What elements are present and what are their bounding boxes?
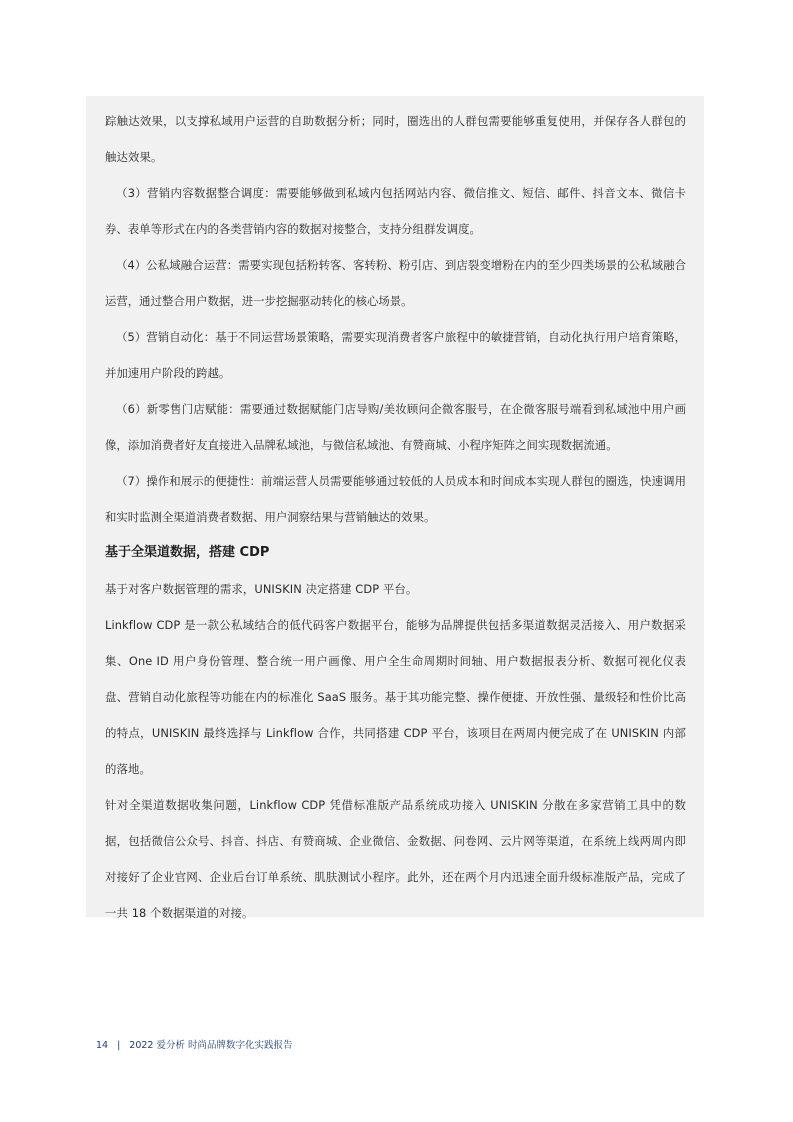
footer-separator: | [117, 1040, 121, 1051]
body-paragraph: Linkflow CDP 是一款公私域结合的低代码客户数据平台，能够为品牌提供包括多渠道数据灵活接入、用户数据采集、One ID 用户身份管理、整合统一用户画像、用户全生命周期时间轴、用户数据报表分析、数据可视化仪表盘、营销自动化旅程等功能在内的标准化 SaaS 服务。基于其功能完整、操作便捷、开放性强、量级轻和性价比高的特点，UNISKIN 最终选择与 Linkflow 合作，共同搭建 CDP 平台，该项目在两周内便完成了在 UNISKIN 内部的落地。 [105, 618, 686, 776]
list-item: （4）公私域融合运营：需要实现包括粉转客、客转粉、粉引店、到店裂变增粉在内的至少四类场景的公私域融合运营，通过整合用户数据，进一步挖掘驱动转化的核心场景。 [105, 258, 686, 308]
list-item: （3）营销内容数据整合调度：需要能够做到私域内包括网站内容、微信推文、短信、邮件、抖音文本、微信卡券、表单等形式在内的各类营销内容的数据对接整合，支持分组群发调度。 [105, 186, 686, 236]
body-paragraph: 基于对客户数据管理的需求，UNISKIN 决定搭建 CDP 平台。 [105, 582, 418, 596]
list-item: （6）新零售门店赋能：需要通过数据赋能门店导购/美妆顾问企微客服号，在企微客服号端看到私域池中用户画像，添加消费者好友直接进入品牌私域池，与微信私域池、有赞商城、小程序矩阵之间实现数据流通。 [105, 402, 686, 452]
report-title: 2022 爱分析 时尚品牌数字化实践报告 [129, 1040, 293, 1051]
list-item: （7）操作和展示的便捷性：前端运营人员需要能够通过较低的人员成本和时间成本实现人群包的圈选，快速调用和实时监测全渠道消费者数据、用户洞察结果与营销触达的效果。 [105, 474, 686, 524]
intro-paragraph: 踪触达效果，以支撑私域用户运营的自助数据分析；同时，圈选出的人群包需要能够重复使用，并保存各人群包的触达效果。 [105, 114, 686, 164]
page-number: 14 [96, 1040, 109, 1051]
list-item: （5）营销自动化：基于不同运营场景策略，需要实现消费者客户旅程中的敏捷营销，自动化执行用户培育策略，并加速用户阶段的跨越。 [105, 330, 686, 380]
body-paragraph: 针对全渠道数据收集问题，Linkflow CDP 凭借标准版产品系统成功接入 UNISKIN 分散在多家营销工具中的数据，包括微信公众号、抖音、抖店、有赞商城、企业微信、金数据、问卷网、云片网等渠道，在系统上线两周内即对接好了企业官网、企业后台订单系统、肌肤测试小程序。此外，还在两个月内迅速全面升级标准版产品，完成了一共 18 个数据渠道的对接。 [105, 798, 686, 920]
section-heading: 基于全渠道数据，搭建 CDP [105, 545, 270, 560]
content-box [86, 96, 704, 920]
page-footer [96, 1037, 293, 1051]
